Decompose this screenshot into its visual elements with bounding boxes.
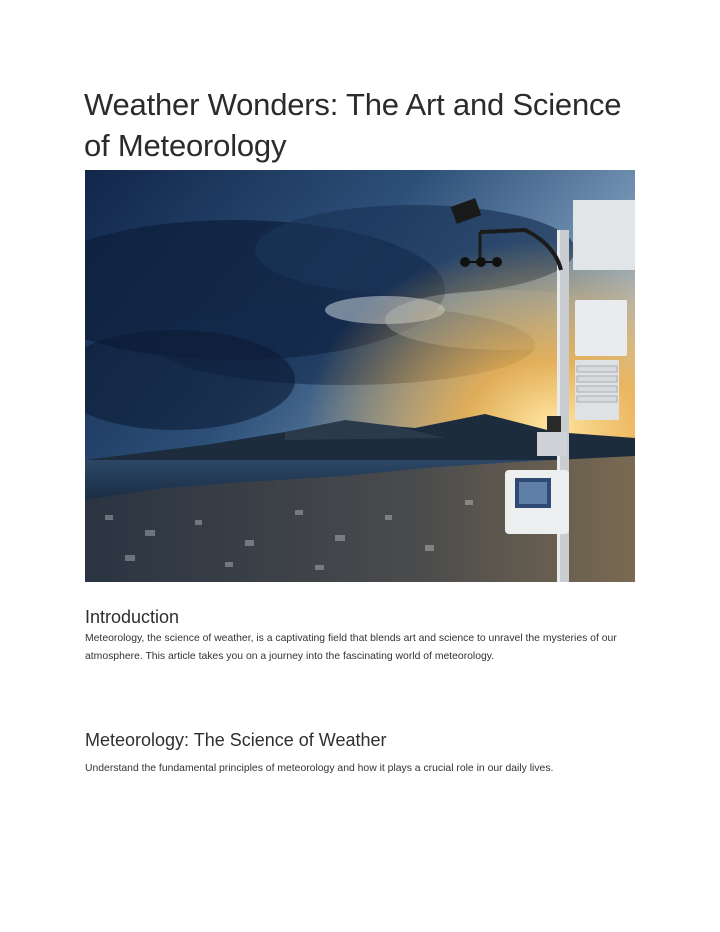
section-body-introduction: Meteorology, the science of weather, is a captivating field that blends art and science to unravel the mysteries of our atmosphere. This article takes you on a journey into the fascinating world of meteorology. bbox=[85, 633, 617, 662]
hero-image bbox=[85, 170, 635, 582]
weather-station-photo-icon bbox=[85, 170, 635, 582]
article-title: Weather Wonders: The Art and Science of Meteorology bbox=[84, 87, 622, 163]
section-heading-introduction: Introduction bbox=[85, 607, 180, 627]
section-body-science-of-weather: Understand the fundamental principles of meteorology and how it plays a crucial role in our daily lives. bbox=[85, 763, 554, 774]
section-heading-science-of-weather: Meteorology: The Science of Weather bbox=[85, 730, 387, 750]
